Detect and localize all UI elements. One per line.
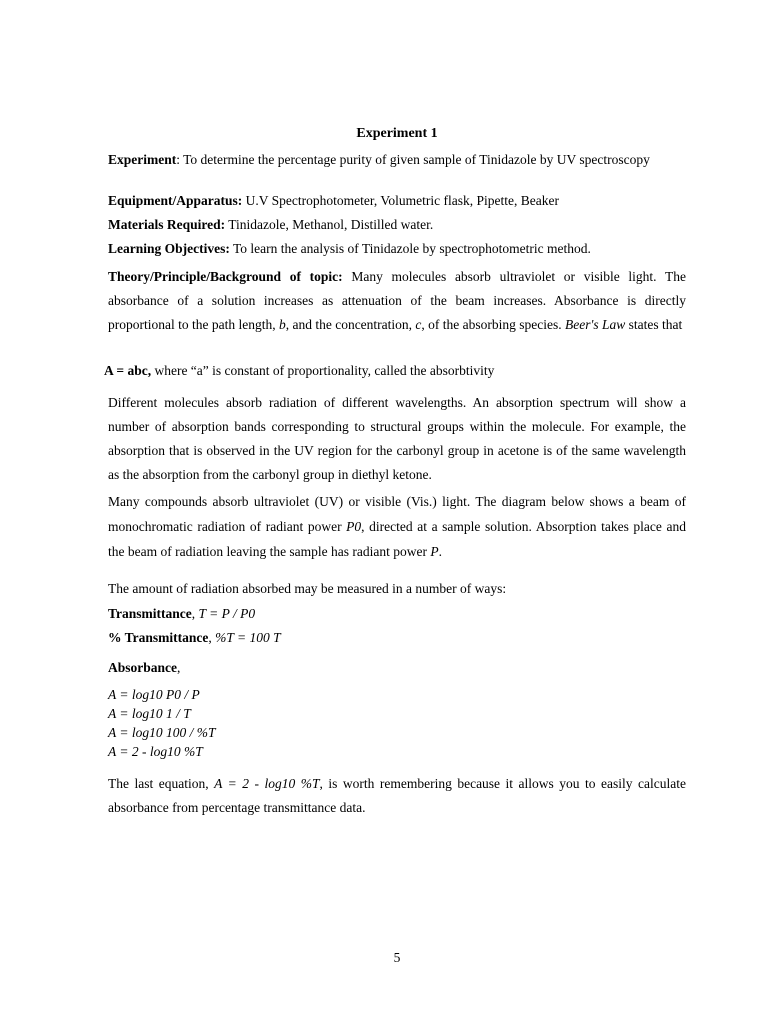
objectives-line [108, 237, 686, 261]
theory-paragraph: Theory/Principle/Background of topic: Many molecules absorb ultraviolet or visible light. The absorbance of a solution increases as attenuation of the beam increases. Absorbance is directly proportional to the path length, b, and the concentration, c, of the absorbing species. Beer's Law states that [108, 269, 686, 332]
materials-line [108, 213, 686, 237]
p-symbol: P [430, 544, 439, 559]
p0-symbol: P0 [346, 519, 362, 534]
materials-label: Materials Required: [108, 217, 226, 232]
equipment-text: U.V Spectrophotometer, Volumetric flask, Pipette, Beaker [242, 193, 559, 208]
absorbance-label: Absorbance [108, 660, 178, 675]
absorbance-equation: A = 2 - log10 %T [108, 744, 203, 759]
beers-law-equation [104, 359, 682, 383]
beers-law-term: Beer's Law [565, 317, 626, 332]
path-length-symbol: b [278, 317, 286, 332]
theory-label: Theory/Principle/Background of topic: [108, 269, 343, 284]
objectives-text: To learn the analysis of Tinidazole by spectrophotometric method. [229, 241, 591, 256]
page-number: 5 [393, 950, 401, 965]
equipment-line [108, 189, 686, 213]
measured-intro: The amount of radiation absorbed may be measured in a number of ways: [108, 581, 507, 596]
law-description: where “a” is constant of proportionality, called the absorbtivity [151, 363, 495, 378]
absorbance-equation: A = log10 100 / %T [108, 725, 216, 740]
paragraph-monochromatic-beam: Many compounds absorb ultraviolet (UV) or visible (Vis.) light. The diagram below shows a beam of monochromatic radiation of radiant power P0, directed at a sample solution. Absorption takes place and the beam of radiation leaving the sample has radiant power P. [108, 494, 686, 559]
last-equation: A = 2 - log10 %T [214, 776, 320, 791]
law-formula: A = abc, [104, 363, 152, 378]
paragraph-last-equation: The last equation, A = 2 - log10 %T, is worth remembering because it allows you to easily calculate absorbance from percentage transmittance data. [108, 776, 686, 815]
materials-text: Tinidazole, Methanol, Distilled water. [225, 217, 434, 232]
experiment-line [108, 150, 686, 169]
pct-transmittance-line: % Transmittance, %T = 100 T [108, 630, 281, 645]
transmittance-label: Transmittance [108, 606, 192, 621]
page-title: Experiment 1 [356, 126, 438, 141]
paragraph-absorption-spectrum: Different molecules absorb radiation of different wavelengths. An absorption spectrum will show a number of absorption bands corresponding to structural groups within the molecule. For example, the absorption that is observed in the UV region for the carbonyl group in acetone is of the same wavelength as the absorption from the carbonyl group in diethyl ketone. [108, 395, 686, 482]
equipment-label: Equipment/Apparatus: [108, 193, 243, 208]
objectives-label: Learning Objectives: [108, 241, 230, 256]
experiment-text: : To determine the percentage purity of given sample of Tinidazole by UV spectroscopy [176, 152, 650, 167]
absorbance-line: Absorbance, [108, 660, 181, 675]
absorbance-equation: A = log10 1 / T [108, 706, 191, 721]
transmittance-line: Transmittance, T = P / P0 [108, 606, 256, 621]
transmittance-formula: T = P / P0 [198, 606, 256, 621]
pct-transmittance-label: % Transmittance [108, 630, 209, 645]
pct-transmittance-formula: %T = 100 T [215, 630, 281, 645]
experiment-label: Experiment [108, 152, 177, 167]
concentration-symbol: c [415, 317, 422, 332]
absorbance-equation: A = log10 P0 / P [108, 687, 200, 702]
